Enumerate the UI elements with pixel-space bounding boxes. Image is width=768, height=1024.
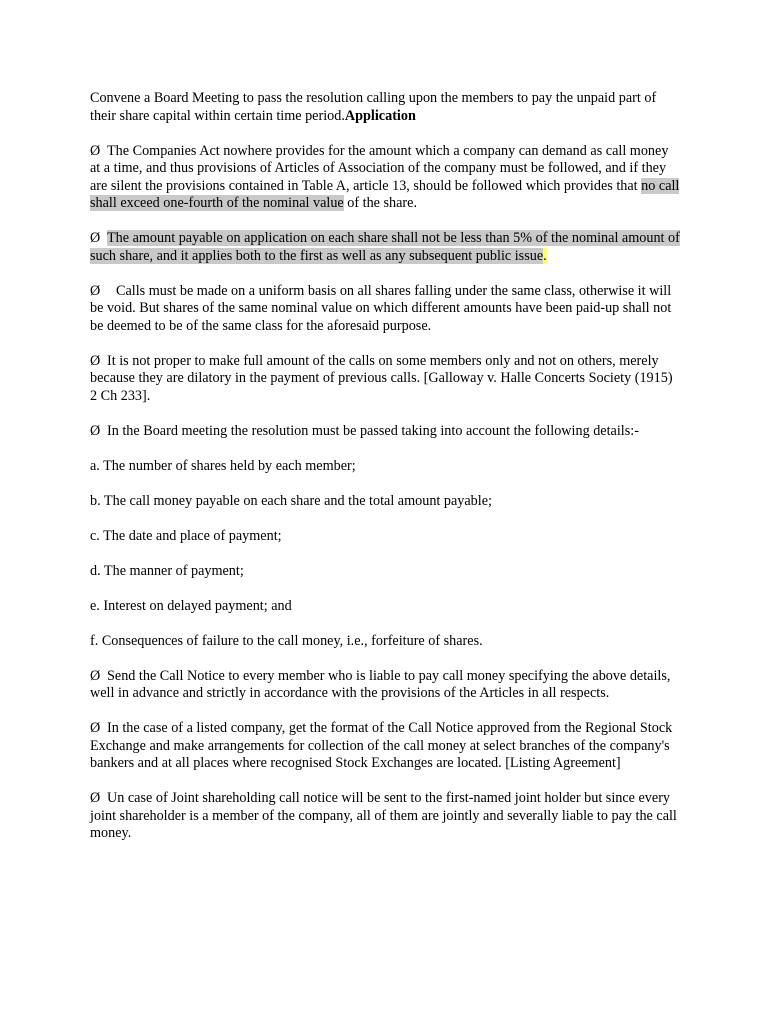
paragraph-text: In the case of a listed company, get the format of the Call Notice approved from the Regional Stock Exchange and make arrangements for collection of the call money at select branches of the company's bankers and at all places where recognised Stock Exchanges are located. [Listing Agreement] bbox=[90, 720, 673, 771]
bullet-symbol: Ø bbox=[90, 282, 101, 299]
paragraph-full-calls bbox=[90, 353, 680, 406]
list-item: a. The number of shares held by each member; bbox=[90, 457, 356, 474]
bullet-symbol: Ø bbox=[90, 230, 101, 246]
list-item: b. The call money payable on each share and the total amount payable; bbox=[90, 492, 492, 509]
intro-text: Convene a Board Meeting to pass the resolution calling upon the members to pay the unpaid part of their share capital within certain time period. bbox=[90, 90, 657, 124]
bullet-symbol: Ø bbox=[90, 352, 101, 369]
yellow-highlight: . bbox=[543, 247, 547, 264]
paragraph-application-amount bbox=[90, 230, 680, 265]
bullet-symbol: Ø bbox=[90, 142, 101, 159]
paragraph-board-meeting bbox=[90, 423, 680, 441]
bullet-symbol: Ø bbox=[90, 667, 101, 684]
paragraph-joint-shareholding bbox=[90, 790, 680, 843]
application-heading: Application bbox=[344, 107, 416, 124]
paragraph-text: Send the Call Notice to every member who is liable to pay call money specifying the above details, well in advance and strictly in accordance with the provisions of the Articles in all respects. bbox=[90, 667, 671, 701]
list-item: c. The date and place of payment; bbox=[90, 527, 282, 544]
bullet-symbol: Ø bbox=[90, 790, 101, 806]
paragraph-listed-company bbox=[90, 720, 680, 773]
paragraph-text-end: of the share. bbox=[343, 195, 417, 211]
list-item: e. Interest on delayed payment; and bbox=[90, 597, 292, 614]
bullet-symbol: Ø bbox=[90, 422, 101, 439]
paragraph-uniform-calls bbox=[90, 283, 680, 336]
list-item: d. The manner of payment; bbox=[90, 562, 244, 579]
list-item: f. Consequences of failure to the call money, i.e., forfeiture of shares. bbox=[90, 632, 483, 649]
paragraph-companies-act bbox=[90, 143, 680, 213]
bullet-symbol: Ø bbox=[90, 720, 101, 736]
paragraph-text: The Companies Act nowhere provides for the amount which a company can demand as call money at a time, and thus provisions of Articles of Association of the company must be followed, and if they are silent the provisions contained in Table A, article 13, should be followed which provides that bbox=[90, 142, 669, 194]
paragraph-text: It is not proper to make full amount of the calls on some members only and not on others, merely because they are dilatory in the payment of previous calls. [Galloway v. Halle Concerts Society (1915) 2 Ch 233]. bbox=[90, 352, 673, 404]
intro-paragraph bbox=[90, 90, 680, 125]
paragraph-call-notice bbox=[90, 668, 680, 703]
paragraph-text: In the Board meeting the resolution must be passed taking into account the following details:- bbox=[107, 422, 639, 439]
paragraph-text: Calls must be made on a uniform basis on all shares falling under the same class, otherwise it will be void. But shares of the same nominal value on which different amounts have been paid-up shall not be deemed to be of the same class for the aforesaid purpose. bbox=[90, 282, 672, 334]
highlighted-text: The amount payable on application on each share shall not be less than 5% of the nominal amount of such share, and it applies both to the first as well as any subsequent public issue bbox=[90, 230, 680, 264]
highlighted-text: no call shall exceed one-fourth of the nominal value bbox=[90, 177, 680, 211]
paragraph-text: Un case of Joint shareholding call notice will be sent to the first-named joint holder but since every joint shareholder is a member of the company, all of them are jointly and severally liable to pay the call money. bbox=[90, 790, 677, 841]
